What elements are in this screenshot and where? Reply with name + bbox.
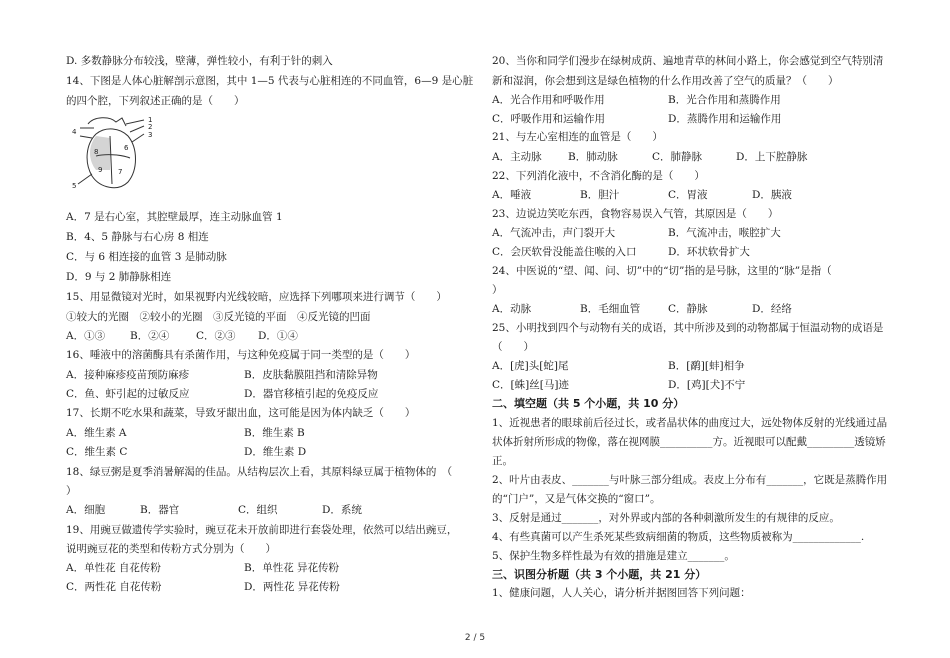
q21-option-a: A．主动脉 <box>492 151 542 163</box>
q18-stem-line2: ） <box>66 485 77 497</box>
q14-stem-line2: 的四个腔，下列叙述正确的是（ ） <box>66 95 245 107</box>
q16-option-a: A．接种麻疹疫苗预防麻疹 <box>66 369 190 381</box>
section-2-heading: 二、填空题（共 5 个小题，共 10 分） <box>492 397 685 410</box>
fill-2-line2: 的“门户”，又是气体交换的“窗口”。 <box>492 493 661 505</box>
heart-label-4: 4 <box>72 128 77 136</box>
q18-option-b: B．器官 <box>140 504 180 516</box>
analysis-1-stem: 1、健康问题，人人关心，请分析并据图回答下列问题： <box>492 587 751 599</box>
fill-1-line3: 正。 <box>492 455 513 467</box>
q20-option-a: A．光合作用和呼吸作用 <box>492 94 605 106</box>
q17-stem: 17、长期不吃水果和蔬菜，导致牙龈出血，这可能是因为体内缺乏（ ） <box>66 407 416 419</box>
heart-label-3: 3 <box>148 131 153 139</box>
q24-option-c: C．静脉 <box>668 303 708 315</box>
q15-items: ①较大的光圈 ②较小的光圈 ③反光镜的平面 ④反光镜的凹面 <box>66 311 371 323</box>
q14-option-c: C．与 6 相连接的血管 3 是肺动脉 <box>66 251 227 263</box>
q15-option-c: C．②③ <box>196 330 236 342</box>
heart-label-5: 5 <box>72 182 77 190</box>
q20-stem-line2: 新和湿润，你会想到这是绿色植物的什么作用改善了空气的质量？（ ） <box>492 75 839 87</box>
q19-option-c: C．两性花 自花传粉 <box>66 581 162 593</box>
heart-label-9: 9 <box>98 166 103 174</box>
q14-option-b: B．4、5 静脉与右心房 8 相连 <box>66 231 209 243</box>
q14-option-d: D．9 与 2 肺静脉相连 <box>66 271 172 283</box>
q23-stem: 23、边说边笑吃东西，食物容易误入气管，其原因是（ ） <box>492 208 779 220</box>
q25-option-d: D．[鸡][犬]不宁 <box>668 379 746 391</box>
q22-option-d: D．胰液 <box>752 189 792 201</box>
q21-option-b: B．肺动脉 <box>568 151 618 163</box>
fill-3: 3、反射是通过_______，对外界或内部的各种刺激所发生的有规律的反应。 <box>492 512 840 524</box>
q25-stem-line1: 25、小明找到四个与动物有关的成语，其中所涉及到的动物都属于恒温动物的成语是 <box>492 322 884 334</box>
q16-option-b: B．皮肤黏膜阻挡和清除异物 <box>244 369 378 381</box>
q19-option-d: D．两性花 异花传粉 <box>244 581 340 593</box>
q25-option-a: A．[虎]头[蛇]尾 <box>492 360 569 372</box>
heart-label-2: 2 <box>148 123 153 131</box>
q23-option-d: D．环状软骨扩大 <box>668 246 750 258</box>
q24-stem-line2: ） <box>492 284 503 296</box>
q14-option-a: A．7 是右心室，其腔壁最厚，连主动脉血管 1 <box>66 211 283 223</box>
q19-stem-line1: 19、用豌豆做遗传学实验时，豌豆花未开放前即进行套袋处理，依然可以结出豌豆， <box>66 524 458 536</box>
q22-option-b: B．胆汁 <box>580 189 620 201</box>
fill-5: 5、保护生物多样性最为有效的措施是建立_______。 <box>492 550 735 562</box>
fill-4: 4、有些真菌可以产生杀死某些致病细菌的物质，这些物质被称为_____________. <box>492 531 865 543</box>
q20-stem-line1: 20、当你和同学们漫步在绿树成荫、遍地青草的林间小路上，你会感觉到空气特别清 <box>492 55 884 67</box>
fill-1-line2: 状体折射所形成的物像，落在视网膜__________方。近视眼可以配戴_________透镜矫 <box>492 436 886 448</box>
heart-label-8: 8 <box>94 148 99 156</box>
q19-option-b: B．单性花 异花传粉 <box>244 562 340 574</box>
heart-label-1: 1 <box>148 116 153 124</box>
q24-stem-line1: 24、中医说的“望、闻、问、切”中的“切”指的是号脉，这里的“脉”是指（ <box>492 265 832 277</box>
q16-option-d: D．器官移植引起的免疫反应 <box>244 388 379 400</box>
q23-option-b: B．气流冲击，喉腔扩大 <box>668 227 781 239</box>
fill-1-line1: 1、近视患者的眼球前后径过长，或者晶状体的曲度过大，远处物体反射的光线通过晶 <box>492 417 888 429</box>
q20-option-c: C．呼吸作用和运输作用 <box>492 113 606 125</box>
q25-stem-line2: （ ） <box>492 341 534 353</box>
q18-option-a: A．细胞 <box>66 504 106 516</box>
q24-option-d: D．经络 <box>752 303 792 315</box>
q24-option-a: A．动脉 <box>492 303 532 315</box>
q19-option-a: A．单性花 自花传粉 <box>66 562 161 574</box>
fill-2-line1: 2、叶片由表皮、_______与叶脉三部分组成。表皮上分布有_______，它既是蒸腾作用 <box>492 474 888 486</box>
q18-stem-line1: 18、绿豆粥是夏季消暑解渴的佳品。从结构层次上看，其原料绿豆属于植物体的 （ <box>66 466 453 478</box>
q22-option-a: A．唾液 <box>492 189 532 201</box>
heart-diagram <box>66 114 162 196</box>
q21-option-c: C．肺静脉 <box>652 151 703 163</box>
q17-option-c: C．维生素 C <box>66 446 128 458</box>
q22-option-c: C．胃液 <box>668 189 708 201</box>
heart-label-7: 7 <box>118 168 123 176</box>
q14-stem-line1: 14、下图是人体心脏解剖示意图，其中 1—5 代表与心脏相连的不同血管，6—9 是心脏 <box>66 75 474 87</box>
q17-option-b: B．维生素 B <box>244 427 305 439</box>
q17-option-a: A．维生素 A <box>66 427 127 439</box>
q15-stem: 15、用显微镜对光时，如果视野内光线较暗，应选择下列哪项来进行调节（ ） <box>66 291 447 303</box>
q25-option-b: B．[鹬][蚌]相争 <box>668 360 745 372</box>
page-number: 2 / 5 <box>464 633 486 643</box>
q20-option-b: B．光合作用和蒸腾作用 <box>668 94 781 106</box>
q15-option-b: B．②④ <box>130 330 170 342</box>
q19-stem-line2: 说明豌豆花的类型和传粉方式分别为（ ） <box>66 543 276 555</box>
section-3-heading: 三、识图分析题（共 3 个小题，共 21 分） <box>492 568 707 581</box>
q22-stem: 22、下列消化液中，不含消化酶的是（ ） <box>492 170 705 182</box>
q17-option-d: D．维生素 D <box>244 446 307 458</box>
q15-option-a: A．①③ <box>66 330 106 342</box>
q24-option-b: B．毛细血管 <box>580 303 641 315</box>
q21-option-d: D．上下腔静脉 <box>736 151 808 163</box>
q23-option-a: A．气流冲击，声门裂开大 <box>492 227 616 239</box>
q21-stem: 21、与左心室相连的血管是（ ） <box>492 131 663 143</box>
q18-option-d: D．系统 <box>322 504 362 516</box>
heart-label-6: 6 <box>124 144 129 152</box>
q18-option-c: C．组织 <box>238 504 278 516</box>
q25-option-c: C．[蛛]丝[马]迹 <box>492 379 569 391</box>
q20-option-d: D．蒸腾作用和运输作用 <box>668 113 782 125</box>
q16-option-c: C．鱼、虾引起的过敏反应 <box>66 388 190 400</box>
q16-stem: 16、唾液中的溶菌酶具有杀菌作用，与这种免疫属于同一类型的是（ ） <box>66 349 416 361</box>
q15-option-d: D．①④ <box>258 330 298 342</box>
q23-option-c: C．会厌软骨没能盖住喉的入口 <box>492 246 637 258</box>
q13-option-d: D. 多数静脉分布较浅，壁薄，弹性较小，有利于针的刺入 <box>66 55 333 67</box>
